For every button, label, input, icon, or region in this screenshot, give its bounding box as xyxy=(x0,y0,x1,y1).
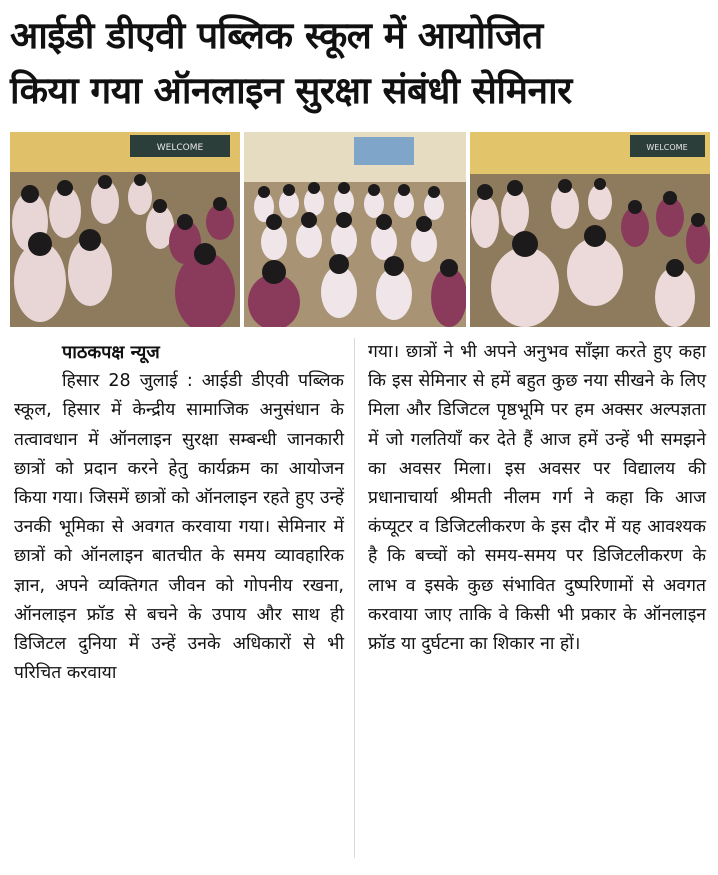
right-column-text: गया। छात्रों ने भी अपने अनुभव साँझा करते हुए कहा कि इस सेमिनार से हमें बहुत कुछ नया सीखने के लिए मिला और डिजिटल पृष्ठभूमि पर हम अक्सर अल्पज्ञता में जो गलतियाँ कर देते हैं आज हमें उन्हें भी समझने का अवसर मिला। इस अवसर पर विद्यालय की प्रधानाचार्या श्रीमती नीलम गर्ग ने कहा कि आज कंप्यूटर व डिजिटलीकरण के इस दौर में यह आवश्यक है कि बच्चों को समय-समय पर डिजिटलीकरण के लाभ व इसके कुछ संभावित दुष्परिणामों से अवगत करवाया जाए ताकि वे किसी भी प्रकार के ऑनलाइन फ्रॉड या दुर्घटना का शिकार ना हों। xyxy=(368,342,706,655)
left-column-body xyxy=(14,367,344,688)
byline: पाठकपक्ष न्यूज xyxy=(62,342,160,363)
left-column-text: हिसार 28 जुलाई : आईडी डीएवी पब्लिक स्कूल, हिसार में केन्द्रीय सामाजिक अनुसंधान के तत्वावधान में ऑनलाइन सुरक्षा सम्बन्धी जानकारी छात्रों को प्रदान करने हेतु कार्यक्रम का आयोजन किया गया। जिसमें छात्रों को ऑनलाइन रहते हुए उन्हें उनकी भूमिका से अवगत करवाया गया। सेमिनार में छात्रों को ऑनलाइन बातचीत के समय व्यावहारिक ज्ञान, अपने व्यक्तिगत जीवन को गोपनीय रखना, ऑनलाइन फ्रॉड से बचने के उपाय और साथ ही डिजिटल दुनिया में उन्हें उनके अधिकारों से भी परिचित करवाया xyxy=(14,371,344,684)
photo-strip xyxy=(10,132,710,327)
column-divider xyxy=(354,338,355,858)
article-column-left xyxy=(14,338,344,688)
photo-left-wall-text: WELCOME xyxy=(156,143,204,153)
article-column-right xyxy=(368,338,706,659)
headline xyxy=(10,8,710,118)
headline-line-2: किया गया ऑनलाइन सुरक्षा संबंधी सेमिनार xyxy=(10,69,572,112)
seminar-photo-left xyxy=(10,132,240,327)
photo-right-wall-text: WELCOME xyxy=(646,143,688,152)
seminar-photo-right xyxy=(470,132,710,327)
seminar-photo-center xyxy=(244,132,466,327)
headline-line-1: आईडी डीएवी पब्लिक स्कूल में आयोजित xyxy=(10,14,543,57)
